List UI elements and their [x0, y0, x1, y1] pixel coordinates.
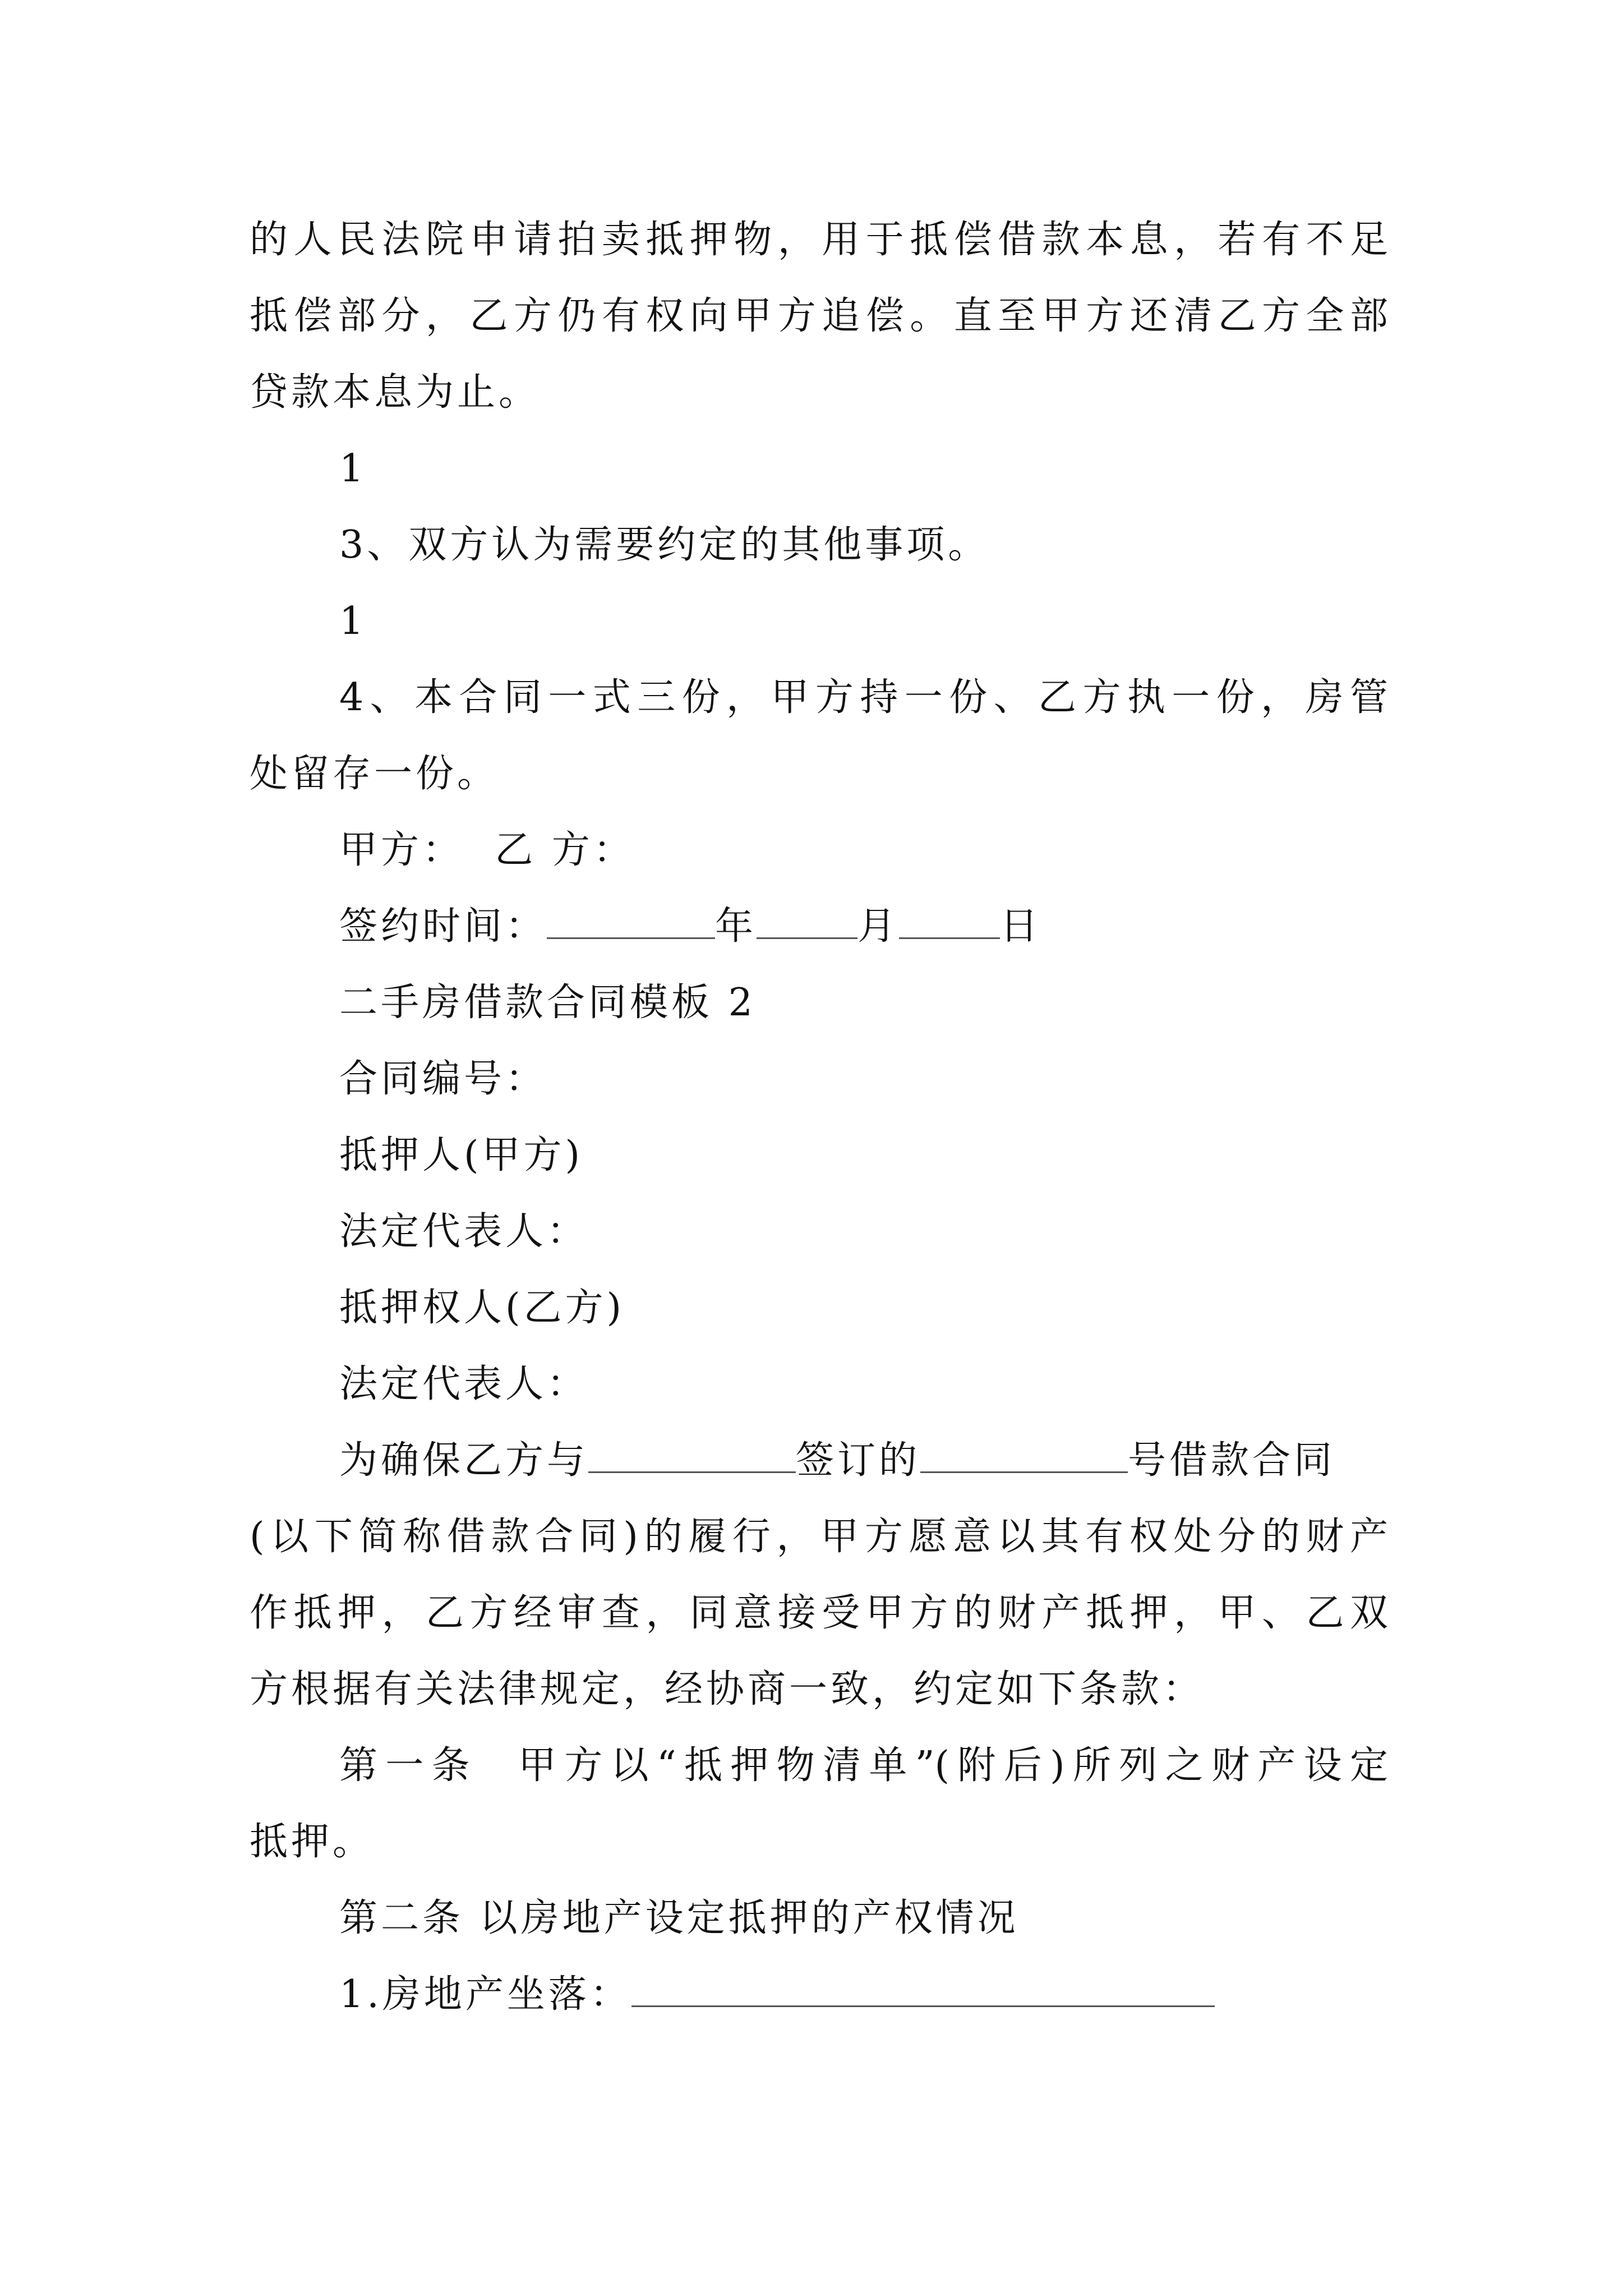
- legal-representative-label: 法定代表人：: [339, 1362, 589, 1406]
- clause-item-3: 3、双方认为需要约定的其他事项。: [339, 523, 990, 567]
- intro-line: [339, 1433, 1335, 1489]
- year-blank: [547, 904, 715, 939]
- property-location-line: [339, 1967, 1215, 2023]
- intro-line: (以下简称借款合同)的履行，甲方愿意以其有权处分的财产: [250, 1515, 1388, 1559]
- property-location-blank: [631, 1972, 1215, 2007]
- month-label: 月: [857, 904, 900, 949]
- clause-item-4-cont: 处留存一份。: [250, 752, 499, 796]
- intro-line: 方根据有关法律规定，经协商一致，约定如下条款：: [250, 1667, 1205, 1711]
- mortgagor-label: 抵押人(甲方): [339, 1133, 584, 1177]
- article-2: 第二条 以房地产设定抵押的产权情况: [339, 1896, 1019, 1940]
- property-location-label: 1.房地产坐落：: [339, 1972, 631, 2017]
- intro-text: 为确保乙方与: [339, 1438, 589, 1483]
- article-1: 第一条 甲方以“抵押物清单”(附后)所列之财产设定: [339, 1743, 1388, 1788]
- paragraph-line: 的人民法院申请拍卖抵押物，用于抵偿借款本息，若有不足: [250, 218, 1388, 262]
- intro-line: 作抵押，乙方经审查，同意接受甲方的财产抵押，甲、乙双: [250, 1591, 1388, 1635]
- sign-time-line: [339, 899, 1041, 955]
- sign-time-label: 签约时间：: [339, 904, 547, 949]
- mortgagee-label: 抵押权人(乙方): [339, 1286, 625, 1330]
- contract-number-blank: [920, 1438, 1128, 1473]
- year-label: 年: [715, 904, 757, 949]
- article-1-cont: 抵押。: [250, 1820, 375, 1864]
- day-label: 日: [1000, 904, 1042, 949]
- page-number: 1: [339, 447, 367, 491]
- template-title: 二手房借款合同模板 2: [339, 981, 756, 1025]
- party-blank: [588, 1438, 796, 1473]
- paragraph-line: 抵偿部分，乙方仍有权向甲方追偿。直至甲方还清乙方全部: [250, 294, 1388, 338]
- contract-number-label: 合同编号：: [339, 1057, 547, 1101]
- paragraph-line: 贷款本息为止。: [250, 370, 541, 415]
- page-number: 1: [339, 599, 367, 643]
- legal-representative-label: 法定代表人：: [339, 1209, 589, 1254]
- month-blank: [757, 904, 857, 939]
- clause-item-4: 4、本合同一式三份，甲方持一份、乙方执一份，房管: [339, 675, 1388, 720]
- intro-text: 签订的: [796, 1438, 921, 1483]
- intro-text: 号借款合同: [1128, 1438, 1336, 1483]
- parties-line: 甲方： 乙 方：: [339, 828, 635, 872]
- day-blank: [899, 904, 1000, 939]
